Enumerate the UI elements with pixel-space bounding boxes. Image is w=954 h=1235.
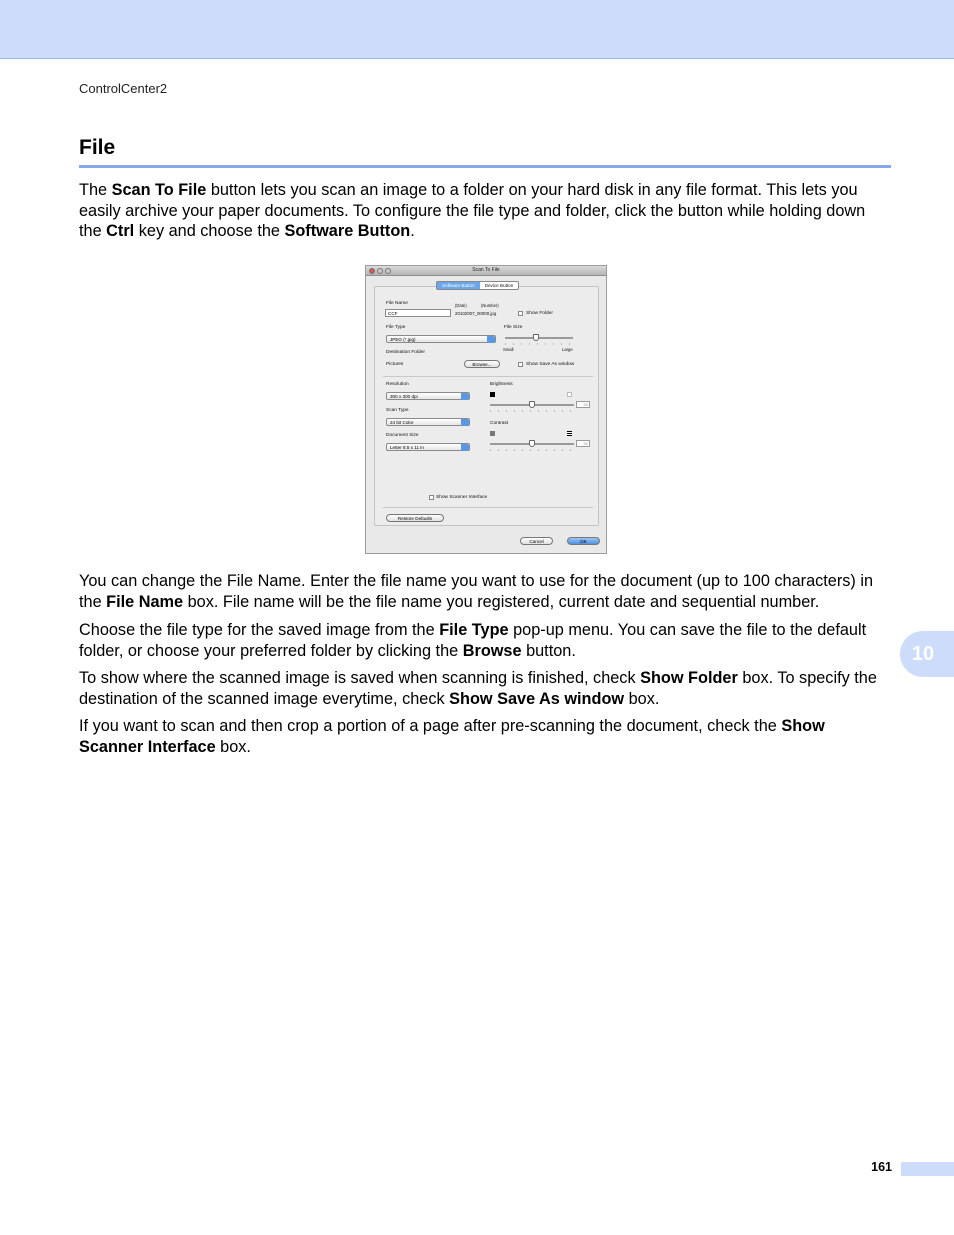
paragraph-intro [79, 180, 891, 242]
destination-folder-label: Destination Folder [386, 350, 425, 355]
document-size-popup[interactable] [386, 443, 470, 451]
dark-square-icon [490, 392, 495, 397]
chapter-tab: 10 [900, 631, 954, 677]
file-type-label: File Type [386, 325, 406, 330]
show-folder-label: Show Folder [526, 311, 553, 316]
paragraph-scanner-interface [79, 716, 891, 757]
text-run: To show where the scanned image is saved when scanning is finished, check [79, 669, 641, 687]
button-tabs [436, 281, 519, 290]
brightness-slider[interactable] [529, 401, 535, 408]
show-save-as-label: Show Save As window [526, 362, 575, 367]
text-run: key and choose the [134, 222, 285, 240]
file-size-large-label: Large [562, 347, 573, 352]
section-title: File [79, 136, 116, 159]
tab-device-button[interactable]: Device Button [484, 283, 514, 288]
text-run: box. File name will be the file name you registered, current date and sequential number. [183, 592, 820, 611]
file-name-suffix: 20102007_00000.jpg [455, 311, 497, 316]
file-size-label: File Size [504, 325, 523, 330]
section-rule [79, 165, 891, 168]
file-size-slider[interactable] [533, 334, 539, 341]
popup-arrows-icon [461, 419, 469, 426]
number-label: (Number) [481, 303, 499, 308]
header-band [0, 0, 954, 59]
bold-term: Ctrl [106, 222, 135, 240]
contrast-value[interactable]: 50 [576, 440, 590, 447]
ok-button[interactable]: OK [567, 537, 600, 545]
show-scanner-interface-checkbox[interactable] [429, 495, 434, 500]
document-size-label: Document Size [386, 433, 419, 438]
file-name-label: File Name [386, 301, 408, 306]
paragraph-file-name [79, 571, 891, 612]
text-run: button lets you scan an image to a folder on your hard disk in any file format. This lets you easily archive your paper documents. To configure the file type and folder, click the button while holding down the [79, 181, 866, 240]
popup-arrows-icon [461, 393, 469, 400]
text-run: If you want to scan and then crop a portion of a page after pre-scanning the document, check the [79, 717, 782, 735]
bold-term: Show Save As window [449, 689, 625, 708]
file-size-track [505, 337, 573, 339]
running-header: ControlCenter2 [79, 81, 168, 96]
scan-type-value: 24 bit Color [390, 420, 414, 425]
document-size-value: Letter 8.5 x 11 in [390, 445, 424, 450]
cancel-button[interactable]: Cancel [520, 537, 553, 545]
contrast-label: Contrast [490, 421, 509, 426]
destination-folder-value: Pictures [386, 362, 404, 367]
resolution-value: 300 x 300 dpi [390, 394, 418, 399]
text-run: Choose the file type for the saved image from the [79, 621, 440, 639]
bold-term: File Type [439, 621, 509, 639]
text-run: You can change the File Name. Enter the file name you want to use for the document (up to 100 characters) in the [79, 572, 874, 611]
dialog-titlebar [366, 266, 606, 276]
show-save-as-checkbox[interactable] [518, 362, 523, 367]
low-contrast-icon [490, 431, 495, 436]
text-run: box. [624, 689, 660, 708]
light-square-icon [567, 392, 572, 397]
text-run: pop-up menu. You can save the file to the default folder, or choose your preferred folder by clicking the [79, 621, 867, 660]
settings-panel [374, 286, 599, 526]
scan-type-popup[interactable] [386, 418, 470, 426]
bold-term: Browse [462, 641, 522, 660]
separator [383, 376, 593, 377]
tab-software-button[interactable]: Software Button [437, 282, 480, 289]
show-folder-checkbox[interactable] [518, 311, 523, 316]
file-name-input[interactable]: CCF [385, 309, 451, 317]
brightness-ticks [490, 410, 574, 412]
restore-defaults-button[interactable]: Restore Defaults [386, 514, 444, 522]
text-run: button. [521, 641, 576, 660]
text-run: . [410, 222, 415, 240]
dialog-title: Scan To File [472, 267, 500, 273]
text-run: The [79, 181, 112, 199]
text-run: box. [215, 737, 251, 756]
bold-term: Scan To File [111, 181, 207, 199]
page-number-bar [901, 1162, 954, 1176]
bold-term: Show Scanner Interface [79, 717, 825, 756]
scan-to-file-dialog [365, 265, 607, 554]
resolution-label: Resolution [386, 382, 409, 387]
date-label: (Date) [455, 303, 467, 308]
bold-term: File Name [106, 592, 184, 611]
file-type-popup[interactable] [386, 335, 496, 343]
file-type-value: JPEG (*.jpg) [390, 337, 416, 342]
brightness-label: Brightness [490, 382, 513, 387]
resolution-popup[interactable] [386, 392, 470, 400]
file-size-ticks [505, 343, 573, 345]
file-size-small-label: Small [503, 347, 514, 352]
paragraph-file-type [79, 620, 891, 661]
text-run: box. To specify the destination of the scanned image everytime, check [79, 669, 877, 708]
show-scanner-interface-label: Show Scanner Interface [436, 495, 488, 500]
page-number: 161 [871, 1160, 892, 1174]
high-contrast-icon [567, 431, 572, 436]
separator [383, 507, 593, 508]
contrast-slider[interactable] [529, 440, 535, 447]
paragraph-show-folder [79, 668, 891, 709]
bold-term: Software Button [284, 222, 411, 240]
popup-arrows-icon [461, 444, 469, 451]
bold-term: Show Folder [640, 669, 738, 687]
contrast-ticks [490, 449, 574, 451]
scan-type-label: Scan Type [386, 408, 409, 413]
popup-arrows-icon [487, 336, 495, 343]
brightness-value[interactable]: 50 [576, 401, 590, 408]
browse-button[interactable]: Browse... [464, 360, 500, 368]
